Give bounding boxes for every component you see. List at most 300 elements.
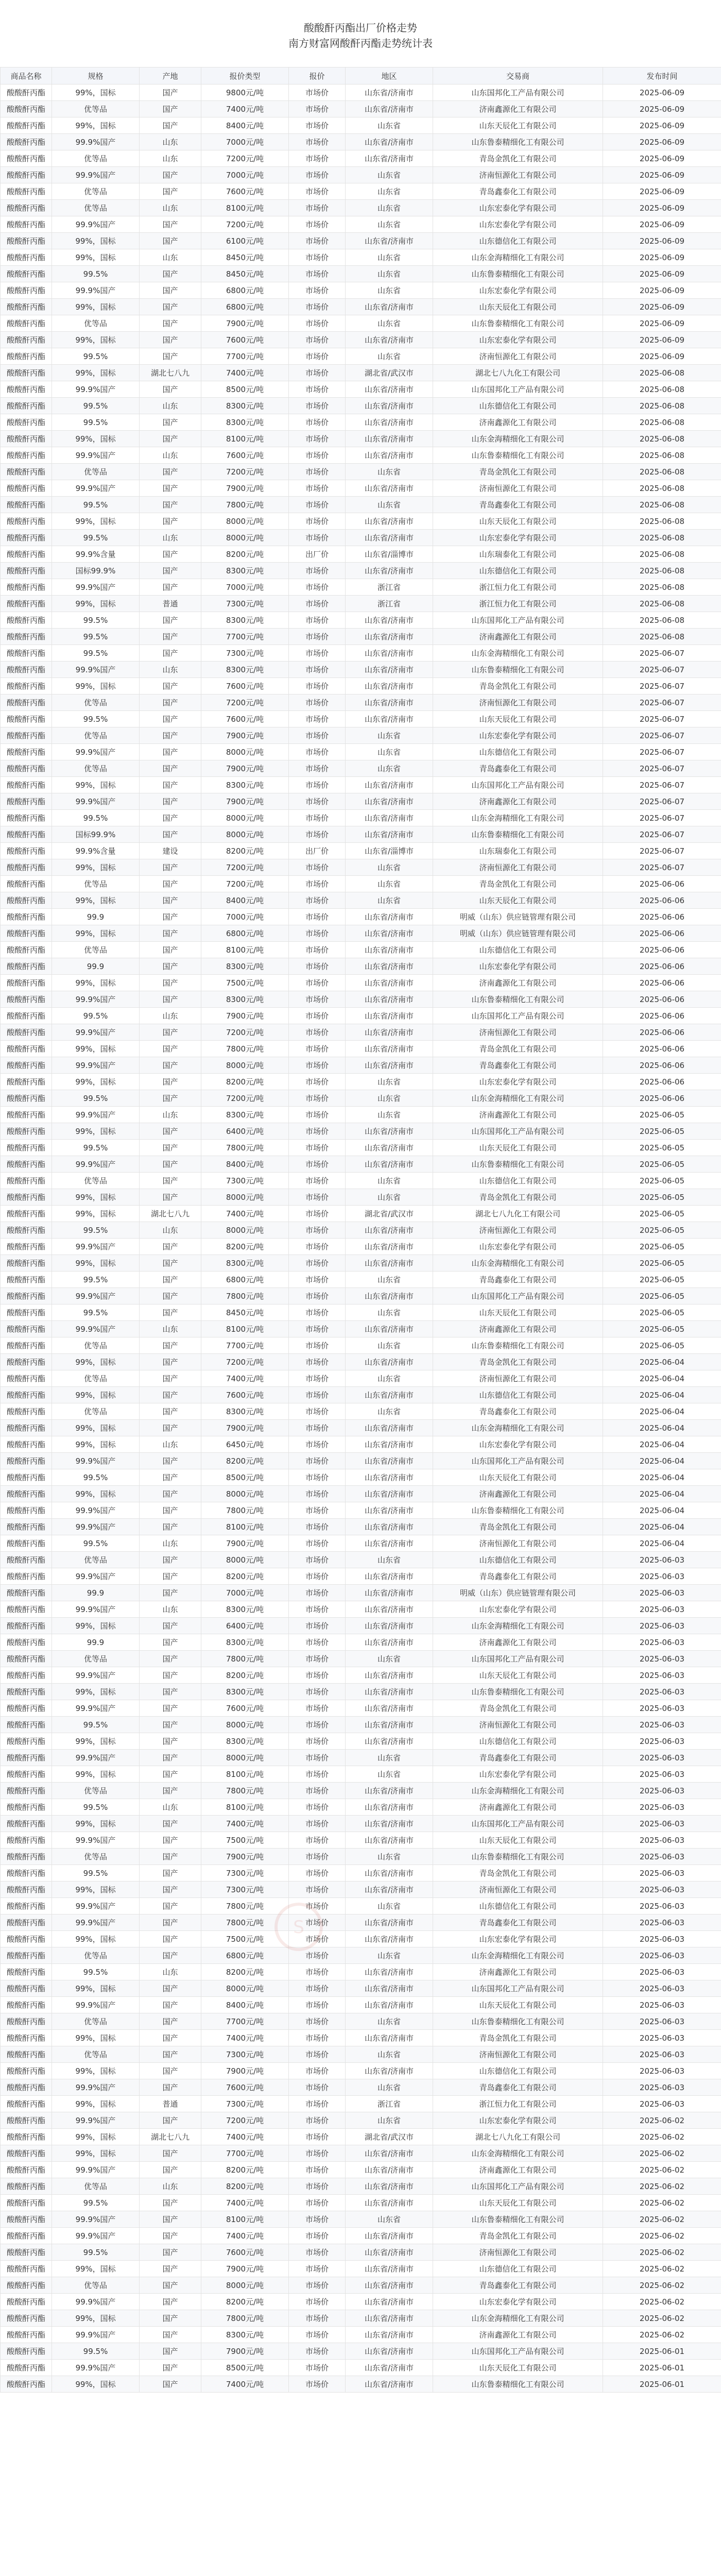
cell-price-type: 9800元/吨 — [201, 84, 289, 101]
cell-trader[interactable]: 济南鑫源化工有限公司 — [433, 1107, 603, 1123]
cell-date: 2025-06-07 — [603, 645, 721, 662]
cell-trader[interactable]: 山东鲁泰精细化工有限公司 — [433, 826, 603, 843]
cell-price: 市场价 — [289, 1074, 346, 1090]
cell-origin: 国产 — [140, 1189, 201, 1206]
cell-trader[interactable]: 山东宏泰化学有限公司 — [433, 1766, 603, 1783]
table-row — [1, 1288, 721, 1304]
cell-origin: 山东 — [140, 1799, 201, 1816]
cell-trader[interactable]: 山东宏泰化学有限公司 — [433, 332, 603, 348]
table-row — [1, 596, 721, 612]
cell-origin: 国产 — [140, 1074, 201, 1090]
cell-trader[interactable]: 湖北七八九化工有限公司 — [433, 2129, 603, 2145]
cell-trader[interactable]: 山东金海精细化工有限公司 — [433, 1947, 603, 1964]
cell-trader[interactable]: 青岛金凯化工有限公司 — [433, 2030, 603, 2046]
cell-spec: 99.9%国产 — [52, 1288, 140, 1304]
cell-trader[interactable]: 青岛鑫泰化工有限公司 — [433, 497, 603, 513]
cell-trader[interactable]: 青岛鑫泰化工有限公司 — [433, 1914, 603, 1931]
cell-trader[interactable]: 青岛金凯化工有限公司 — [433, 150, 603, 167]
table-row — [1, 249, 721, 266]
cell-spec: 优等品 — [52, 1947, 140, 1964]
cell-trader[interactable]: 山东金海精细化工有限公司 — [433, 1783, 603, 1799]
cell-trader[interactable]: 山东宏泰化学有限公司 — [433, 1601, 603, 1618]
cell-date: 2025-06-08 — [603, 464, 721, 480]
cell-product: 酸酸酐丙酯 — [1, 1799, 52, 1816]
cell-origin: 国产 — [140, 876, 201, 892]
cell-origin: 国产 — [140, 1123, 201, 1140]
cell-trader[interactable]: 青岛鑫泰化工有限公司 — [433, 1403, 603, 1420]
cell-trader[interactable]: 山东宏泰化学有限公司 — [433, 1931, 603, 1947]
cell-trader[interactable]: 山东瑞泰化工有限公司 — [433, 843, 603, 859]
cell-trader[interactable]: 山东金海精细化工有限公司 — [433, 2310, 603, 2327]
cell-price: 市场价 — [289, 1667, 346, 1684]
cell-price: 市场价 — [289, 1898, 346, 1914]
cell-trader[interactable]: 山东德信化工有限公司 — [433, 398, 603, 414]
cell-trader[interactable]: 山东金海精细化工有限公司 — [433, 1090, 603, 1107]
cell-origin: 国产 — [140, 563, 201, 579]
cell-trader[interactable]: 青岛鑫泰化工有限公司 — [433, 1057, 603, 1074]
cell-trader[interactable]: 山东金海精细化工有限公司 — [433, 2145, 603, 2162]
cell-trader[interactable]: 济南恒源化工有限公司 — [433, 480, 603, 497]
cell-trader[interactable]: 济南恒源化工有限公司 — [433, 2244, 603, 2261]
cell-product: 酸酸酐丙酯 — [1, 1766, 52, 1783]
cell-price-type: 7300元/吨 — [201, 1865, 289, 1882]
cell-trader[interactable]: 山东鲁泰精细化工有限公司 — [433, 447, 603, 464]
cell-trader[interactable]: 山东国邦化工产品有限公司 — [433, 84, 603, 101]
cell-product: 酸酸酐丙酯 — [1, 513, 52, 530]
cell-trader[interactable]: 山东德信化工有限公司 — [433, 1552, 603, 1568]
cell-spec: 99.5% — [52, 2343, 140, 2360]
cell-origin: 国产 — [140, 1140, 201, 1156]
cell-date: 2025-06-06 — [603, 1074, 721, 1090]
cell-origin: 国产 — [140, 2228, 201, 2244]
cell-spec: 优等品 — [52, 942, 140, 958]
cell-price: 市场价 — [289, 365, 346, 381]
table-row — [1, 1272, 721, 1288]
cell-trader[interactable]: 山东天辰化工有限公司 — [433, 2360, 603, 2376]
cell-trader[interactable]: 山东金海精细化工有限公司 — [433, 1618, 603, 1634]
cell-trader[interactable]: 山东国邦化工产品有限公司 — [433, 2343, 603, 2360]
cell-trader[interactable]: 山东鲁泰精细化工有限公司 — [433, 1156, 603, 1173]
cell-trader[interactable]: 山东天辰化工有限公司 — [433, 892, 603, 909]
cell-price-type: 8300元/吨 — [201, 1403, 289, 1420]
cell-spec: 99%，国标 — [52, 1980, 140, 1997]
cell-region: 山东省 — [346, 216, 433, 233]
cell-trader[interactable]: 山东天辰化工有限公司 — [433, 711, 603, 727]
cell-region: 山东省/济南市 — [346, 777, 433, 793]
cell-region: 山东省 — [346, 2079, 433, 2096]
cell-trader[interactable]: 青岛鑫泰化工有限公司 — [433, 1750, 603, 1766]
cell-trader[interactable]: 山东金海精细化工有限公司 — [433, 645, 603, 662]
cell-trader[interactable]: 山东鲁泰精细化工有限公司 — [433, 1337, 603, 1354]
table-row — [1, 876, 721, 892]
cell-product: 酸酸酐丙酯 — [1, 530, 52, 546]
cell-trader[interactable]: 山东国邦化工产品有限公司 — [433, 1651, 603, 1667]
cell-trader[interactable]: 山东鲁泰精细化工有限公司 — [433, 1849, 603, 1865]
cell-origin: 国产 — [140, 975, 201, 991]
cell-trader[interactable]: 山东鲁泰精细化工有限公司 — [433, 2376, 603, 2393]
cell-product: 酸酸酐丙酯 — [1, 2327, 52, 2343]
cell-origin: 国产 — [140, 2046, 201, 2063]
cell-trader[interactable]: 山东天辰化工有限公司 — [433, 1140, 603, 1156]
cell-product: 酸酸酐丙酯 — [1, 694, 52, 711]
cell-price: 市场价 — [289, 1206, 346, 1222]
cell-price-type: 8450元/吨 — [201, 266, 289, 282]
cell-region: 山东省/济南市 — [346, 447, 433, 464]
cell-trader[interactable]: 青岛鑫泰化工有限公司 — [433, 183, 603, 200]
cell-date: 2025-06-03 — [603, 1766, 721, 1783]
cell-region: 山东省/济南市 — [346, 1733, 433, 1750]
cell-product: 酸酸酐丙酯 — [1, 546, 52, 563]
cell-trader[interactable]: 山东宏泰化学有限公司 — [433, 727, 603, 744]
cell-spec: 99%，国标 — [52, 249, 140, 266]
cell-trader[interactable]: 山东德信化工有限公司 — [433, 2261, 603, 2277]
cell-spec: 99%，国标 — [52, 859, 140, 876]
cell-price-type: 8300元/吨 — [201, 612, 289, 629]
cell-date: 2025-06-03 — [603, 1700, 721, 1717]
cell-trader[interactable]: 济南恒源化工有限公司 — [433, 2046, 603, 2063]
cell-trader[interactable]: 济南鑫源化工有限公司 — [433, 1634, 603, 1651]
cell-trader[interactable]: 山东瑞泰化工有限公司 — [433, 546, 603, 563]
table-row — [1, 1651, 721, 1667]
cell-trader[interactable]: 湖北七八九化工有限公司 — [433, 365, 603, 381]
cell-date: 2025-06-09 — [603, 183, 721, 200]
cell-trader[interactable]: 济南鑫源化工有限公司 — [433, 2327, 603, 2343]
cell-trader[interactable]: 山东天辰化工有限公司 — [433, 1304, 603, 1321]
cell-region: 山东省/济南市 — [346, 1140, 433, 1156]
cell-trader[interactable]: 青岛金凯化工有限公司 — [433, 1354, 603, 1370]
cell-trader[interactable]: 济南鑫源化工有限公司 — [433, 1964, 603, 1980]
cell-trader[interactable]: 山东宏泰化学有限公司 — [433, 216, 603, 233]
cell-trader[interactable]: 济南恒源化工有限公司 — [433, 167, 603, 183]
cell-trader[interactable]: 青岛金凯化工有限公司 — [433, 876, 603, 892]
cell-trader[interactable]: 山东宏泰化学有限公司 — [433, 282, 603, 299]
cell-price: 市场价 — [289, 200, 346, 216]
cell-trader[interactable]: 山东德信化工有限公司 — [433, 2063, 603, 2079]
table-row — [1, 2145, 721, 2162]
cell-trader[interactable]: 济南恒源化工有限公司 — [433, 348, 603, 365]
cell-price: 市场价 — [289, 431, 346, 447]
cell-spec: 99.9%国产 — [52, 1239, 140, 1255]
cell-price: 市场价 — [289, 678, 346, 694]
cell-trader[interactable]: 山东鲁泰精细化工有限公司 — [433, 2211, 603, 2228]
cell-spec: 99.9%国产 — [52, 134, 140, 150]
cell-spec: 优等品 — [52, 315, 140, 332]
cell-trader[interactable]: 山东宏泰化学有限公司 — [433, 958, 603, 975]
cell-trader[interactable]: 青岛金凯化工有限公司 — [433, 1700, 603, 1717]
cell-trader[interactable]: 山东鲁泰精细化工有限公司 — [433, 315, 603, 332]
cell-trader[interactable]: 山东德信化工有限公司 — [433, 1733, 603, 1750]
cell-trader[interactable]: 山东天辰化工有限公司 — [433, 1667, 603, 1684]
cell-trader[interactable]: 青岛金凯化工有限公司 — [433, 1519, 603, 1535]
cell-trader[interactable]: 山东国邦化工产品有限公司 — [433, 612, 603, 629]
cell-price-type: 7900元/吨 — [201, 2343, 289, 2360]
cell-trader[interactable]: 山东鲁泰精细化工有限公司 — [433, 1502, 603, 1519]
cell-origin: 国产 — [140, 1024, 201, 1041]
table-row — [1, 464, 721, 480]
cell-trader[interactable]: 济南恒源化工有限公司 — [433, 1024, 603, 1041]
cell-price-type: 7700元/吨 — [201, 2145, 289, 2162]
cell-date: 2025-06-09 — [603, 233, 721, 249]
cell-product: 酸酸酐丙酯 — [1, 744, 52, 760]
cell-trader[interactable]: 山东国邦化工产品有限公司 — [433, 1123, 603, 1140]
cell-trader[interactable]: 青岛金凯化工有限公司 — [433, 464, 603, 480]
cell-trader[interactable]: 山东天辰化工有限公司 — [433, 1469, 603, 1486]
cell-trader[interactable]: 山东德信化工有限公司 — [433, 744, 603, 760]
cell-trader[interactable]: 青岛金凯化工有限公司 — [433, 1865, 603, 1882]
cell-product: 酸酸酐丙酯 — [1, 876, 52, 892]
cell-date: 2025-06-03 — [603, 1849, 721, 1865]
cell-region: 山东省/济南市 — [346, 1239, 433, 1255]
cell-origin: 普通 — [140, 596, 201, 612]
table-row — [1, 1469, 721, 1486]
cell-trader[interactable]: 山东德信化工有限公司 — [433, 1173, 603, 1189]
cell-trader[interactable]: 山东宏泰化学有限公司 — [433, 1239, 603, 1255]
cell-trader[interactable]: 山东宏泰化学有限公司 — [433, 530, 603, 546]
cell-spec: 99.9%国产 — [52, 2079, 140, 2096]
cell-trader[interactable]: 浙江恒力化工有限公司 — [433, 579, 603, 596]
cell-trader[interactable]: 山东天辰化工有限公司 — [433, 1832, 603, 1849]
cell-trader[interactable]: 济南鑫源化工有限公司 — [433, 793, 603, 810]
table-row — [1, 1189, 721, 1206]
cell-date: 2025-06-06 — [603, 909, 721, 925]
cell-price: 市场价 — [289, 1321, 346, 1337]
cell-region: 山东省/济南市 — [346, 1057, 433, 1074]
cell-product: 酸酸酐丙酯 — [1, 480, 52, 497]
cell-trader[interactable]: 山东国邦化工产品有限公司 — [433, 2178, 603, 2195]
cell-trader[interactable]: 济南鑫源化工有限公司 — [433, 101, 603, 117]
cell-price: 市场价 — [289, 909, 346, 925]
cell-region: 山东省/济南市 — [346, 2343, 433, 2360]
cell-price-type: 7400元/吨 — [201, 2030, 289, 2046]
cell-trader[interactable]: 山东天辰化工有限公司 — [433, 2195, 603, 2211]
cell-trader[interactable]: 山东宏泰化学有限公司 — [433, 2112, 603, 2129]
cell-price-type: 7400元/吨 — [201, 2228, 289, 2244]
cell-price: 市场价 — [289, 2376, 346, 2393]
cell-trader[interactable]: 山东宏泰化学有限公司 — [433, 2294, 603, 2310]
cell-trader[interactable]: 山东宏泰化学有限公司 — [433, 1074, 603, 1090]
cell-trader[interactable]: 山东鲁泰精细化工有限公司 — [433, 2013, 603, 2030]
cell-spec: 99.9%国产 — [52, 480, 140, 497]
cell-trader[interactable]: 济南鑫源化工有限公司 — [433, 1321, 603, 1337]
table-row — [1, 694, 721, 711]
cell-trader[interactable]: 山东天辰化工有限公司 — [433, 117, 603, 134]
cell-price-type: 8100元/吨 — [201, 2211, 289, 2228]
cell-date: 2025-06-09 — [603, 332, 721, 348]
cell-trader[interactable]: 山东天辰化工有限公司 — [433, 299, 603, 315]
cell-date: 2025-06-06 — [603, 1024, 721, 1041]
cell-trader[interactable]: 山东金海精细化工有限公司 — [433, 810, 603, 826]
cell-date: 2025-06-02 — [603, 2211, 721, 2228]
cell-date: 2025-06-02 — [603, 2195, 721, 2211]
cell-price-type: 7000元/吨 — [201, 134, 289, 150]
cell-region: 山东省/济南市 — [346, 150, 433, 167]
cell-origin: 国产 — [140, 1766, 201, 1783]
cell-trader[interactable]: 山东鲁泰精细化工有限公司 — [433, 991, 603, 1008]
cell-trader[interactable]: 山东金海精细化工有限公司 — [433, 431, 603, 447]
cell-trader[interactable]: 山东国邦化工产品有限公司 — [433, 777, 603, 793]
cell-price: 市场价 — [289, 1008, 346, 1024]
cell-trader[interactable]: 山东德信化工有限公司 — [433, 1898, 603, 1914]
cell-price-type: 7200元/吨 — [201, 2112, 289, 2129]
cell-trader[interactable]: 青岛鑫泰化工有限公司 — [433, 1568, 603, 1585]
cell-trader[interactable]: 青岛鑫泰化工有限公司 — [433, 1272, 603, 1288]
cell-region: 山东省/济南市 — [346, 299, 433, 315]
cell-trader[interactable]: 山东宏泰化学有限公司 — [433, 200, 603, 216]
cell-origin: 国产 — [140, 892, 201, 909]
cell-region: 山东省/济南市 — [346, 480, 433, 497]
cell-origin: 国产 — [140, 2145, 201, 2162]
cell-price-type: 7600元/吨 — [201, 2244, 289, 2261]
cell-spec: 99.9%国产 — [52, 662, 140, 678]
cell-spec: 99.9%国产 — [52, 1997, 140, 2013]
cell-price-type: 7200元/吨 — [201, 694, 289, 711]
cell-product: 酸酸酐丙酯 — [1, 1057, 52, 1074]
table-row — [1, 1733, 721, 1750]
cell-spec: 99%，国标 — [52, 1816, 140, 1832]
cell-spec: 99.5% — [52, 1008, 140, 1024]
cell-trader[interactable]: 山东国邦化工产品有限公司 — [433, 1453, 603, 1469]
cell-spec: 优等品 — [52, 1783, 140, 1799]
cell-region: 山东省/济南市 — [346, 1799, 433, 1816]
cell-region: 山东省/济南市 — [346, 1684, 433, 1700]
cell-trader[interactable]: 明威（山东）供应链管理有限公司 — [433, 909, 603, 925]
cell-origin: 国产 — [140, 1304, 201, 1321]
table-row — [1, 2063, 721, 2079]
cell-trader[interactable]: 青岛金凯化工有限公司 — [433, 678, 603, 694]
cell-trader[interactable]: 济南鑫源化工有限公司 — [433, 1799, 603, 1816]
cell-price-type: 8200元/吨 — [201, 1074, 289, 1090]
cell-trader[interactable]: 济南恒源化工有限公司 — [433, 859, 603, 876]
cell-price: 市场价 — [289, 1766, 346, 1783]
cell-date: 2025-06-05 — [603, 1206, 721, 1222]
cell-spec: 99.9 — [52, 1634, 140, 1651]
cell-price-type: 7900元/吨 — [201, 1849, 289, 1865]
cell-date: 2025-06-05 — [603, 1123, 721, 1140]
cell-price: 市场价 — [289, 2145, 346, 2162]
cell-trader[interactable]: 青岛金凯化工有限公司 — [433, 1041, 603, 1057]
cell-trader[interactable]: 山东鲁泰精细化工有限公司 — [433, 134, 603, 150]
cell-spec: 99%，国标 — [52, 2310, 140, 2327]
cell-trader[interactable]: 济南鑫源化工有限公司 — [433, 2162, 603, 2178]
cell-product: 酸酸酐丙酯 — [1, 810, 52, 826]
cell-trader[interactable]: 湖北七八九化工有限公司 — [433, 1206, 603, 1222]
cell-price-type: 8300元/吨 — [201, 414, 289, 431]
cell-date: 2025-06-03 — [603, 1634, 721, 1651]
cell-spec: 99%，国标 — [52, 975, 140, 991]
cell-trader[interactable]: 山东天辰化工有限公司 — [433, 1997, 603, 2013]
cell-price: 市场价 — [289, 694, 346, 711]
cell-trader[interactable]: 济南恒源化工有限公司 — [433, 1222, 603, 1239]
cell-trader[interactable]: 山东国邦化工产品有限公司 — [433, 1008, 603, 1024]
cell-trader[interactable]: 山东德信化工有限公司 — [433, 1387, 603, 1403]
cell-trader[interactable]: 山东国邦化工产品有限公司 — [433, 381, 603, 398]
cell-trader[interactable]: 山东国邦化工产品有限公司 — [433, 1816, 603, 1832]
cell-trader[interactable]: 山东国邦化工产品有限公司 — [433, 1980, 603, 1997]
page-subtitle: 南方财富网酸酐丙酯走势统计表 — [288, 37, 433, 49]
cell-origin: 国产 — [140, 1453, 201, 1469]
cell-trader[interactable]: 济南恒源化工有限公司 — [433, 694, 603, 711]
cell-trader[interactable]: 山东德信化工有限公司 — [433, 942, 603, 958]
cell-trader[interactable]: 山东国邦化工产品有限公司 — [433, 1288, 603, 1304]
cell-trader[interactable]: 济南恒源化工有限公司 — [433, 1370, 603, 1387]
cell-region: 山东省/济南市 — [346, 1783, 433, 1799]
cell-date: 2025-06-04 — [603, 1420, 721, 1436]
cell-product: 酸酸酐丙酯 — [1, 1882, 52, 1898]
cell-origin: 国产 — [140, 348, 201, 365]
table-row — [1, 629, 721, 645]
cell-trader[interactable]: 济南恒源化工有限公司 — [433, 1882, 603, 1898]
cell-region: 山东省/淄博市 — [346, 843, 433, 859]
cell-trader[interactable]: 山东金海精细化工有限公司 — [433, 1255, 603, 1272]
cell-region: 山东省 — [346, 1107, 433, 1123]
table-row — [1, 1552, 721, 1568]
cell-region: 山东省/济南市 — [346, 975, 433, 991]
cell-date: 2025-06-06 — [603, 1057, 721, 1074]
cell-region: 山东省/济南市 — [346, 381, 433, 398]
cell-price: 市场价 — [289, 826, 346, 843]
cell-trader[interactable]: 山东金海精细化工有限公司 — [433, 1420, 603, 1436]
cell-trader[interactable]: 青岛金凯化工有限公司 — [433, 1189, 603, 1206]
cell-region: 山东省/济南市 — [346, 1453, 433, 1469]
cell-trader[interactable]: 济南鑫源化工有限公司 — [433, 414, 603, 431]
cell-trader[interactable]: 青岛金凯化工有限公司 — [433, 2228, 603, 2244]
cell-trader[interactable]: 青岛鑫泰化工有限公司 — [433, 760, 603, 777]
cell-spec: 优等品 — [52, 2013, 140, 2030]
cell-origin: 国产 — [140, 299, 201, 315]
cell-price-type: 8000元/吨 — [201, 1189, 289, 1206]
cell-origin: 国产 — [140, 859, 201, 876]
table-row — [1, 909, 721, 925]
cell-price-type: 8100元/吨 — [201, 431, 289, 447]
cell-region: 山东省/济南市 — [346, 134, 433, 150]
cell-origin: 国产 — [140, 760, 201, 777]
cell-trader[interactable]: 山东金海精细化工有限公司 — [433, 249, 603, 266]
cell-trader[interactable]: 山东德信化工有限公司 — [433, 233, 603, 249]
table-row — [1, 958, 721, 975]
cell-trader[interactable]: 浙江恒力化工有限公司 — [433, 2096, 603, 2112]
cell-trader[interactable]: 浙江恒力化工有限公司 — [433, 596, 603, 612]
cell-trader[interactable]: 山东鲁泰精细化工有限公司 — [433, 662, 603, 678]
cell-spec: 99.9%国产 — [52, 1750, 140, 1766]
cell-trader[interactable]: 济南鑫源化工有限公司 — [433, 975, 603, 991]
cell-trader[interactable]: 明威（山东）供应链管理有限公司 — [433, 925, 603, 942]
cell-region: 山东省/济南市 — [346, 530, 433, 546]
cell-price-type: 8300元/吨 — [201, 662, 289, 678]
cell-trader[interactable]: 明威（山东）供应链管理有限公司 — [433, 1585, 603, 1601]
cell-trader[interactable]: 济南鑫源化工有限公司 — [433, 629, 603, 645]
cell-price-type: 8000元/吨 — [201, 1980, 289, 1997]
cell-price: 市场价 — [289, 1717, 346, 1733]
cell-trader[interactable]: 山东鲁泰精细化工有限公司 — [433, 1684, 603, 1700]
cell-trader[interactable]: 山东宏泰化学有限公司 — [433, 1436, 603, 1453]
cell-trader[interactable]: 青岛鑫泰化工有限公司 — [433, 2277, 603, 2294]
cell-trader[interactable]: 济南鑫源化工有限公司 — [433, 1486, 603, 1502]
cell-origin: 国产 — [140, 1519, 201, 1535]
cell-trader[interactable]: 山东鲁泰精细化工有限公司 — [433, 266, 603, 282]
table-row — [1, 2211, 721, 2228]
cell-trader[interactable]: 青岛鑫泰化工有限公司 — [433, 2079, 603, 2096]
cell-trader[interactable]: 山东天辰化工有限公司 — [433, 513, 603, 530]
cell-product: 酸酸酐丙酯 — [1, 2046, 52, 2063]
cell-trader[interactable]: 山东德信化工有限公司 — [433, 563, 603, 579]
cell-price-type: 8300元/吨 — [201, 1255, 289, 1272]
cell-price-type: 7800元/吨 — [201, 1041, 289, 1057]
cell-date: 2025-06-06 — [603, 1090, 721, 1107]
cell-product: 酸酸酐丙酯 — [1, 1568, 52, 1585]
cell-trader[interactable]: 济南恒源化工有限公司 — [433, 1535, 603, 1552]
cell-trader[interactable]: 济南恒源化工有限公司 — [433, 1717, 603, 1733]
table-row — [1, 1717, 721, 1733]
